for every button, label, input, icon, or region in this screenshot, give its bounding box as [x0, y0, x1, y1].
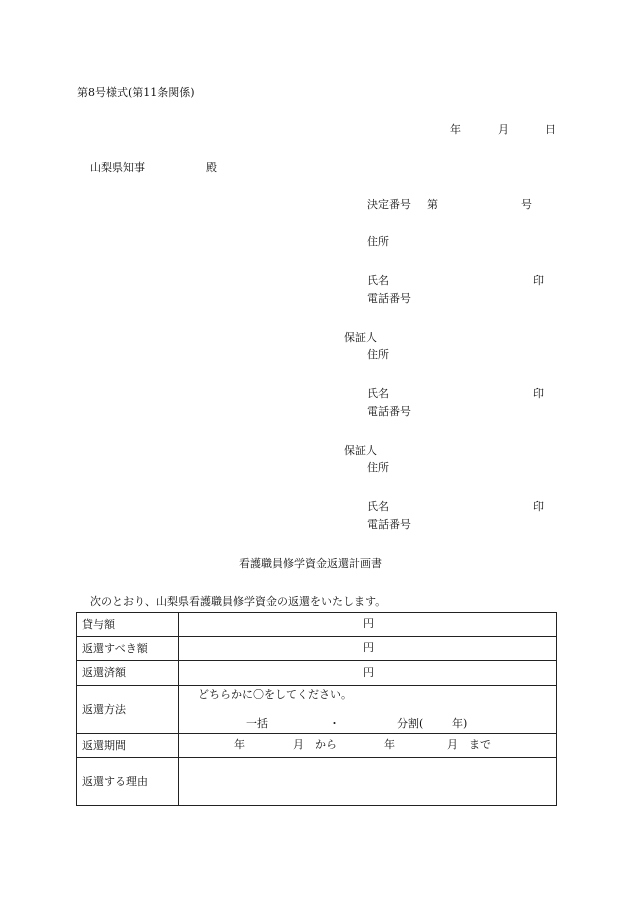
method-option-lump[interactable]: 一括: [246, 717, 268, 730]
guarantor-1-address-label: 住所: [367, 348, 389, 361]
guarantor-2-address-label: 住所: [367, 461, 389, 474]
guarantor-2-phone-label: 電話番号: [367, 518, 411, 531]
loan-amount-unit: 円: [363, 617, 374, 630]
amount-repaid-cell[interactable]: [179, 661, 557, 686]
addressee-honorific: 殿: [206, 161, 217, 174]
period-from-year: 年: [234, 738, 245, 751]
loan-amount-label: 貸与額: [77, 613, 179, 637]
method-option-installment[interactable]: 分割(: [397, 717, 424, 730]
method-separator: ・: [329, 717, 340, 730]
table-row-amount-due: [77, 637, 557, 661]
guarantor-2-name-label: 氏名: [367, 500, 389, 513]
guarantor-2-title: 保証人: [344, 444, 377, 457]
amount-repaid-unit: 円: [363, 666, 374, 679]
reason-cell[interactable]: [179, 758, 557, 806]
repayment-plan-table: [76, 612, 557, 806]
date-year-label: 年: [450, 123, 461, 136]
addressee-name: 山梨県知事: [90, 161, 145, 174]
table-row-amount-repaid: [77, 661, 557, 686]
period-to-month: 月: [447, 738, 458, 751]
guarantor-1-name-label: 氏名: [367, 387, 389, 400]
period-from-word: から: [315, 738, 337, 751]
period-to-year: 年: [384, 738, 395, 751]
decision-number-prefix: 第: [427, 198, 438, 211]
table-row-method: [77, 686, 557, 734]
applicant-phone-label: 電話番号: [367, 292, 411, 305]
form-number: 第8号様式(第11条関係): [77, 86, 195, 99]
method-cell[interactable]: [179, 686, 557, 734]
document-title: 看護職員修学資金返還計画書: [239, 557, 382, 570]
method-instruction: どちらかに〇をしてください。: [198, 688, 352, 701]
method-installment-unit: 年): [452, 717, 468, 730]
table-row-loan-amount: [77, 613, 557, 637]
amount-due-cell[interactable]: [179, 637, 557, 661]
guarantor-2-seal: 印: [533, 500, 544, 513]
reason-label: 返還する理由: [77, 758, 179, 806]
decision-number-suffix: 号: [521, 198, 532, 211]
period-label: 返還期間: [77, 734, 179, 758]
guarantor-1-seal: 印: [533, 387, 544, 400]
guarantor-1-phone-label: 電話番号: [367, 405, 411, 418]
applicant-name-label: 氏名: [367, 274, 389, 287]
period-from-month: 月: [293, 738, 304, 751]
date-month-label: 月: [498, 123, 509, 136]
amount-repaid-label: 返還済額: [77, 661, 179, 686]
applicant-seal: 印: [533, 274, 544, 287]
table-row-period: [77, 734, 557, 758]
table-row-reason: [77, 758, 557, 806]
loan-amount-cell[interactable]: [179, 613, 557, 637]
period-to-word: まで: [469, 738, 491, 751]
period-cell[interactable]: [179, 734, 557, 758]
guarantor-1-title: 保証人: [344, 331, 377, 344]
amount-due-label: 返還すべき額: [77, 637, 179, 661]
amount-due-unit: 円: [363, 641, 374, 654]
intro-text: 次のとおり、山梨県看護職員修学資金の返還をいたします。: [90, 595, 387, 608]
date-day-label: 日: [545, 123, 556, 136]
method-label: 返還方法: [77, 686, 179, 734]
decision-number-label: 決定番号: [367, 198, 411, 211]
applicant-address-label: 住所: [367, 235, 389, 248]
